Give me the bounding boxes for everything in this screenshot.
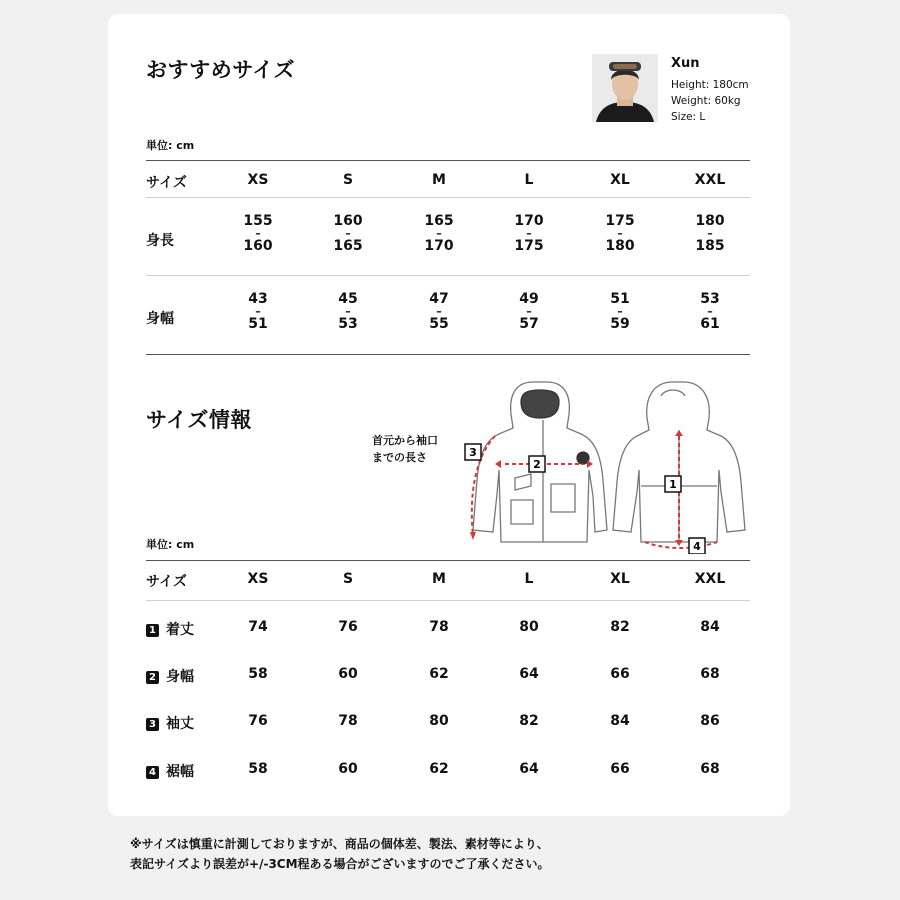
marker-4 [689,538,705,554]
table-cell: 76 [338,619,358,635]
table-cell: 60 [338,666,358,682]
recommend-row-height-label: 身長 [146,233,174,249]
recommend-row-rule [146,275,750,276]
model-size: Size: L [671,111,706,123]
info-header-label: サイズ [146,574,187,590]
table-cell: 60 [338,761,358,777]
svg-text:1: 1 [669,478,677,491]
info-header-rule [146,600,750,601]
recommend-row-width-label: 身幅 [146,311,174,327]
info-size-s: S [342,571,354,587]
info-row-width-label: 2 身幅 [146,666,194,686]
table-cell: 64 [519,761,539,777]
table-cell: 78 [429,619,449,635]
table-cell: 47 – 55 [429,291,449,332]
table-cell: 62 [429,666,449,682]
table-cell: 45 – 53 [338,291,358,332]
table-cell: 82 [610,619,630,635]
table-cell: 82 [519,713,539,729]
recommend-title: おすすめサイズ [146,58,296,82]
recommend-header-rule [146,197,750,198]
recommend-table-bottom-rule [146,354,750,355]
table-cell: 165 – 170 [424,213,454,254]
marker-1 [665,476,681,492]
sleeve-length-note: 首元から袖口 までの長さ [372,434,438,464]
table-cell: 155 – 160 [243,213,273,254]
info-size-xs: XS [247,571,269,587]
table-cell: 170 – 175 [514,213,544,254]
jacket-diagram [455,374,755,554]
footnote-line-2: 表記サイズより誤差が+/-3CM程ある場合がございますのでご了承ください。 [130,857,550,871]
table-cell: 84 [610,713,630,729]
footnote [130,834,550,874]
recommend-size-xs: XS [247,172,269,188]
info-row-length-label: 1 着丈 [146,619,194,639]
recommend-unit-label: 単位: cm [146,139,195,152]
table-cell: 66 [610,761,630,777]
table-cell: 62 [429,761,449,777]
model-height: Height: 180cm [671,79,749,91]
footnote-line-1: ※サイズは慎重に計測しておりますが、商品の個体差、製法、素材等により、 [130,837,549,851]
model-weight: Weight: 60kg [671,95,741,107]
table-cell: 80 [429,713,449,729]
svg-text:2: 2 [533,458,541,471]
marker-2 [529,456,545,472]
table-cell: 86 [700,713,720,729]
svg-text:3: 3 [469,446,477,459]
table-cell: 53 – 61 [700,291,720,332]
info-row-sleeve-label: 3 袖丈 [146,713,194,733]
info-row-hem-label: 4 裾幅 [146,761,194,781]
recommend-size-s: S [342,172,354,188]
table-cell: 175 – 180 [605,213,635,254]
model-photo [592,54,658,122]
recommend-size-xxl: XXL [694,172,726,188]
marker-3 [465,444,481,460]
model-name: Xun [671,56,700,71]
info-size-m: M [432,571,446,587]
model-portrait-image [592,54,658,122]
recommend-table-top-rule [146,160,750,161]
table-cell: 180 – 185 [695,213,725,254]
table-cell: 74 [248,619,268,635]
table-cell: 49 – 57 [519,291,539,332]
table-cell: 76 [248,713,268,729]
recommend-size-xl: XL [610,172,630,188]
table-cell: 78 [338,713,358,729]
table-cell: 66 [610,666,630,682]
info-title: サイズ情報 [146,408,252,432]
table-cell: 160 – 165 [333,213,363,254]
table-cell: 80 [519,619,539,635]
info-size-xxl: XXL [694,571,726,587]
table-cell: 84 [700,619,720,635]
recommend-header-label: サイズ [146,175,187,191]
table-cell: 58 [248,761,268,777]
svg-text:4: 4 [693,540,701,553]
table-cell: 64 [519,666,539,682]
table-cell: 51 – 59 [610,291,630,332]
table-cell: 58 [248,666,268,682]
info-size-l: L [524,571,534,587]
info-size-xl: XL [610,571,630,587]
recommend-size-m: M [432,172,446,188]
table-cell: 68 [700,761,720,777]
table-cell: 43 – 51 [248,291,268,332]
recommend-size-l: L [524,172,534,188]
info-table-top-rule [146,560,750,561]
info-unit-label: 単位: cm [146,538,195,551]
table-cell: 68 [700,666,720,682]
